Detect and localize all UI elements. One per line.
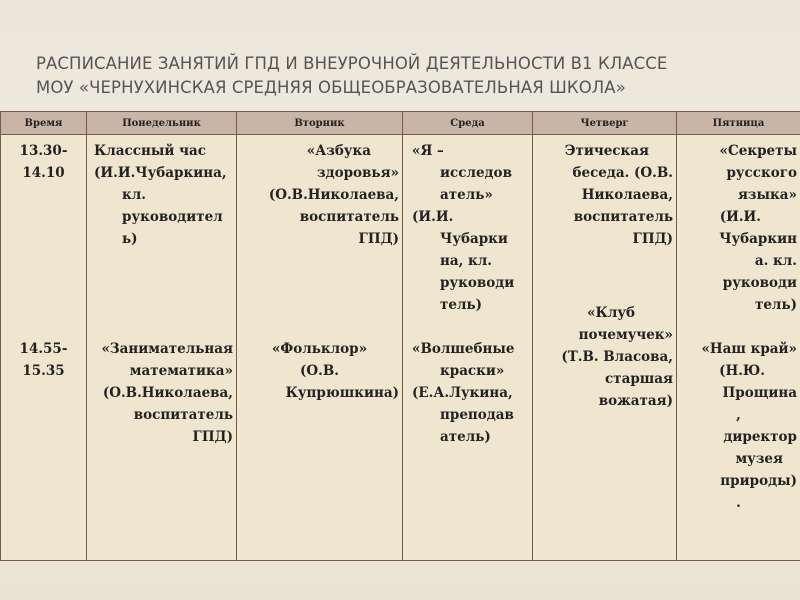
mon-activity2-line1: «Занимательная xyxy=(101,341,233,357)
fri-activity2-line7: природы) xyxy=(720,473,797,489)
cell-tuesday xyxy=(237,135,403,561)
tue-activity2-line2: (О.В. xyxy=(300,363,339,379)
title-line-2: МОУ «ЧЕРНУХИНСКАЯ СРЕДНЯЯ ОБЩЕОБРАЗОВАТЕЛЬНАЯ ШКОЛА» xyxy=(36,78,626,97)
mon-activity1-line2: (И.И.Чубаркина, xyxy=(94,165,227,181)
mon-activity2-line3: (О.В.Николаева, xyxy=(102,385,233,401)
thu-activity1-line1: Этическая xyxy=(564,143,649,159)
thu-activity1-line2: беседа. (О.В. xyxy=(572,165,673,181)
header-tuesday: Вторник xyxy=(237,112,403,135)
table-row xyxy=(1,135,800,561)
cell-thursday xyxy=(533,135,677,561)
tue-activity2-line3: Купрюшкина) xyxy=(285,385,399,401)
fri-activity2-line8: . xyxy=(736,495,741,511)
cell-wednesday xyxy=(403,135,533,561)
header-wednesday: Среда xyxy=(403,112,533,135)
mon-activity2-line2: математика» xyxy=(129,363,233,379)
header-monday: Понедельник xyxy=(87,112,237,135)
title-line-1: РАСПИСАНИЕ ЗАНЯТИЙ ГПД И ВНЕУРОЧНОЙ ДЕЯТЕЛЬНОСТИ В1 КЛАССЕ xyxy=(36,54,668,73)
tue-activity1-line1: «Азбука xyxy=(306,143,371,159)
tue-activity1-line5: ГПД) xyxy=(358,231,399,247)
cell-time xyxy=(1,135,87,561)
fri-activity1-line4: (И.И. xyxy=(719,209,761,225)
time-slot1-end: 14.10 xyxy=(22,165,65,181)
tue-activity1-line4: воспитатель xyxy=(299,209,399,225)
thu-activity2-line1: «Клуб xyxy=(587,305,635,321)
fri-activity2-line2: (Н.Ю. xyxy=(719,363,765,379)
fri-activity1-line1: «Секреты xyxy=(719,143,797,159)
thu-activity1-line5: ГПД) xyxy=(632,231,673,247)
wed-activity2-line5: атель) xyxy=(440,429,491,445)
thu-activity2-line3: (Т.В. Власова, xyxy=(561,349,673,365)
header-friday: Пятница xyxy=(677,112,800,135)
wed-activity1-line6: на, кл. xyxy=(440,253,492,269)
header-time: Время xyxy=(1,112,87,135)
tue-activity2-line1: «Фольклор» xyxy=(271,341,368,357)
mon-activity1-line1: Классный час xyxy=(94,143,206,159)
thu-activity2-line5: вожатая) xyxy=(598,393,673,409)
wed-activity2-line1: «Волшебные xyxy=(412,341,515,357)
time-slot1-start: 13.30- xyxy=(19,143,68,159)
wed-activity1-line4: (И.И. xyxy=(412,209,454,225)
tue-activity1-line2: здоровья» xyxy=(316,165,399,181)
wed-activity1-line1: «Я – xyxy=(412,143,444,159)
fri-activity2-line4: , xyxy=(736,407,741,423)
mon-activity1-line5: ь) xyxy=(122,231,138,247)
mon-activity2-line4: воспитатель xyxy=(133,407,233,423)
thu-activity1-line4: воспитатель xyxy=(573,209,673,225)
fri-activity1-line3: языка» xyxy=(737,187,797,203)
schedule-table xyxy=(0,111,800,561)
time-slot2-end: 15.35 xyxy=(22,363,65,379)
wed-activity1-line7: руководи xyxy=(440,275,515,291)
wed-activity2-line4: преподав xyxy=(440,407,514,423)
wed-activity2-line3: (Е.А.Лукина, xyxy=(412,385,513,401)
cell-friday xyxy=(677,135,800,561)
fri-activity1-line8: тель) xyxy=(754,297,797,313)
wed-activity1-line2: исследов xyxy=(440,165,512,181)
wed-activity2-line2: краски» xyxy=(440,363,505,379)
tue-activity1-line3: (О.В.Николаева, xyxy=(268,187,399,203)
mon-activity2-line5: ГПД) xyxy=(192,429,233,445)
page-title xyxy=(36,52,776,100)
fri-activity2-line1: «Наш край» xyxy=(701,341,797,357)
cell-monday xyxy=(87,135,237,561)
fri-activity1-line5: Чубаркин xyxy=(719,231,797,247)
time-slot2-start: 14.55- xyxy=(19,341,68,357)
wed-activity1-line8: тель) xyxy=(440,297,483,313)
fri-activity1-line6: а. кл. xyxy=(754,253,797,269)
header-thursday: Четверг xyxy=(533,112,677,135)
wed-activity1-line5: Чубарки xyxy=(440,231,508,247)
mon-activity1-line3: кл. xyxy=(122,187,146,203)
fri-activity1-line2: русского xyxy=(726,165,797,181)
thu-activity1-line3: Николаева, xyxy=(581,187,673,203)
thu-activity2-line4: старшая xyxy=(604,371,673,387)
fri-activity1-line7: руководи xyxy=(722,275,797,291)
mon-activity1-line4: руководител xyxy=(122,209,223,225)
fri-activity2-line3: Прощина xyxy=(722,385,797,401)
table-header-row xyxy=(1,112,800,135)
thu-activity2-line2: почемучек» xyxy=(578,327,673,343)
wed-activity1-line3: атель» xyxy=(440,187,493,203)
fri-activity2-line5: директор xyxy=(723,429,797,445)
fri-activity2-line6: музея xyxy=(735,451,783,467)
